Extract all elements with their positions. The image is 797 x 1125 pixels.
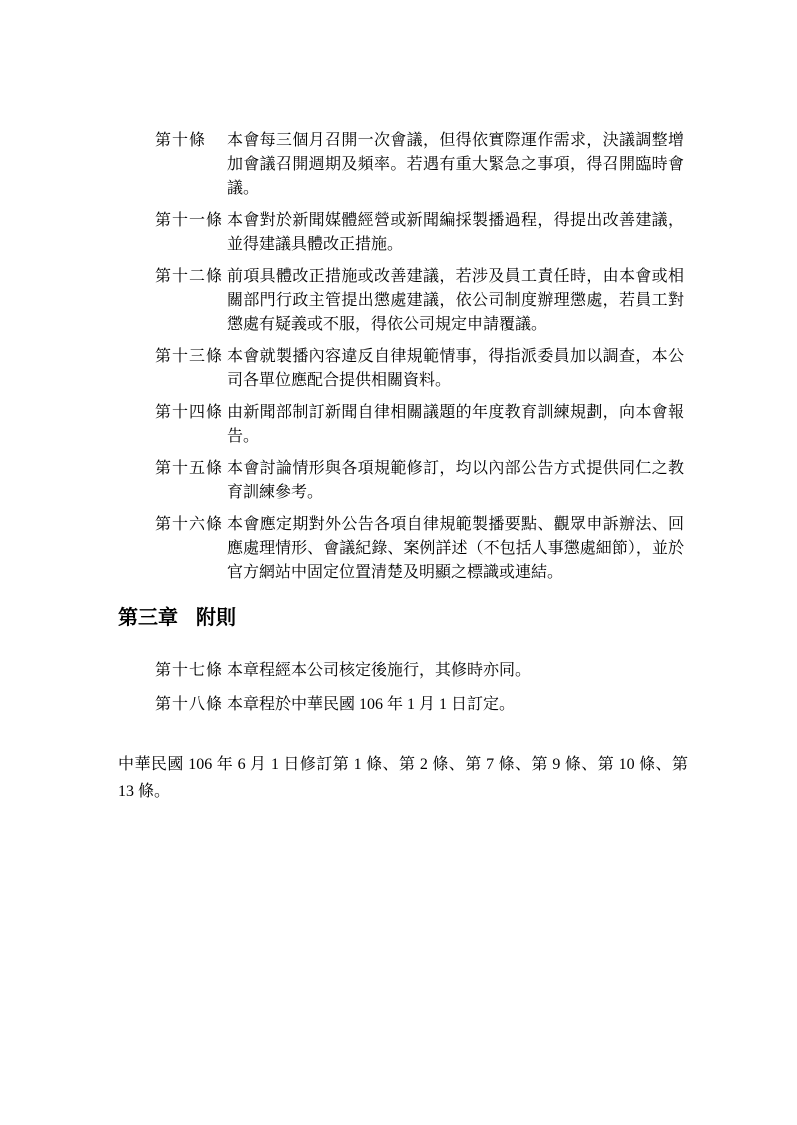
article-text: 本會應定期對外公告各項自律規範製播要點、觀眾申訴辦法、回應處理情形、會議紀錄、案例詳述（不包括人事懲處細節），並於官方網站中固定位置清楚及明顯之標識或連結。 <box>227 516 684 581</box>
article-row-12 <box>118 265 688 337</box>
article-text: 本會討論情形與各項規範修訂，均以內部公告方式提供同仁之教育訓練參考。 <box>227 460 684 501</box>
article-number: 第十六條 <box>155 516 224 533</box>
article-row-10 <box>118 129 688 201</box>
chapter-number: 第三章 <box>118 607 178 629</box>
chapter-title: 附則 <box>196 607 236 629</box>
article-row-16 <box>118 513 688 585</box>
article-number: 第十三條 <box>155 348 224 365</box>
article-text: 本會就製播內容違反自律規範情事，得指派委員加以調查，本公司各單位應配合提供相關資料。 <box>227 348 684 389</box>
article-row-14 <box>118 401 688 449</box>
article-text: 本會每三個月召開一次會議，但得依實際運作需求，決議調整增加會議召開週期及頻率。若遇有重大緊急之事項，得召開臨時會議。 <box>227 132 684 197</box>
article-row-15 <box>118 457 688 505</box>
revision-note: 中華民國 106 年 6 月 1 日修訂第 1 條、第 2 條、第 7 條、第 9 條、第 10 條、第 13 條。 <box>118 756 688 800</box>
article-number: 第十一條 <box>155 212 224 229</box>
closing-articles-section <box>118 659 688 717</box>
article-text: 前項具體改正措施或改善建議，若涉及員工責任時，由本會或相關部門行政主管提出懲處建議，依公司制度辦理懲處，若員工對懲處有疑義或不服，得依公司規定申請覆議。 <box>227 268 684 333</box>
article-text: 本章程經本公司核定後施行，其修時亦同。 <box>227 662 532 679</box>
article-row-17 <box>118 659 688 683</box>
article-row-11 <box>118 209 688 257</box>
page-content <box>118 129 688 821</box>
article-text: 本會對於新聞媒體經營或新聞編採製播過程，得提出改善建議，並得建議具體改正措施。 <box>227 212 684 253</box>
article-number: 第十八條 <box>155 696 224 713</box>
article-row-18 <box>118 693 688 717</box>
chapter-heading <box>118 603 688 633</box>
article-text: 由新聞部制訂新聞自律相關議題的年度教育訓練規劃，向本會報告。 <box>227 404 684 445</box>
article-number: 第十五條 <box>155 460 224 477</box>
article-text: 本章程於中華民國 106 年 1 月 1 日訂定。 <box>227 696 516 713</box>
article-row-13 <box>118 345 688 393</box>
article-number: 第十七條 <box>155 662 224 679</box>
article-number: 第十四條 <box>155 404 224 421</box>
articles-section <box>118 129 688 585</box>
article-number: 第十二條 <box>155 268 224 285</box>
article-number: 第十條 <box>155 132 207 149</box>
